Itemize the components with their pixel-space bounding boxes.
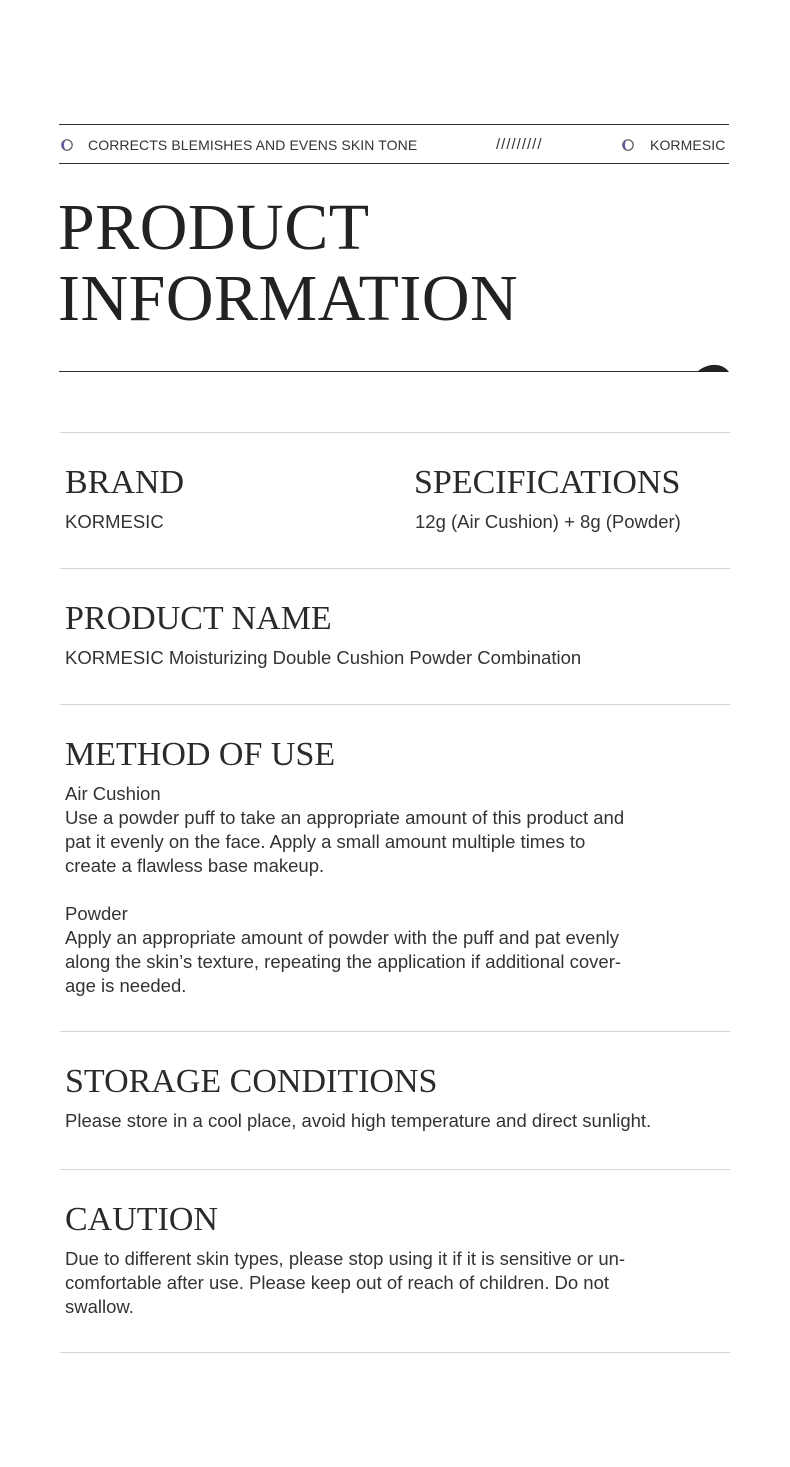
tagline: CORRECTS BLEMISHES AND EVENS SKIN TONE [88, 137, 418, 153]
specifications-heading: SPECIFICATIONS [414, 464, 681, 501]
product-name-heading: PRODUCT NAME [65, 600, 332, 637]
caution-line: comfortable after use. Please keep out of reach of children. Do not [65, 1272, 610, 1293]
method-of-use-heading: METHOD OF USE [65, 736, 336, 773]
divider [60, 1169, 730, 1170]
powder-line: along the skin’s texture, repeating the application if additional cover- [65, 951, 622, 972]
air-cushion-line: create a flawless base makeup. [65, 855, 325, 876]
divider [60, 704, 730, 705]
air-cushion-line: Use a powder puff to take an appropriate amount of this product and [65, 807, 625, 828]
top-brand: KORMESIC [650, 137, 726, 153]
brand-value: KORMESIC [65, 511, 164, 532]
specifications-value: 12g (Air Cushion) + 8g (Powder) [415, 511, 681, 532]
half-moon-dot-icon [622, 139, 634, 151]
title-line-1: PRODUCT [58, 191, 370, 264]
caution-heading: CAUTION [65, 1201, 218, 1238]
top-banner [59, 124, 729, 164]
powder-line: Apply an appropriate amount of powder with the puff and pat evenly [65, 927, 619, 948]
title-line-2: INFORMATION [58, 262, 519, 335]
air-cushion-line: pat it evenly on the face. Apply a small amount multiple times to [65, 831, 586, 852]
storage-heading: STORAGE CONDITIONS [65, 1063, 438, 1100]
decorative-slashes: ///////// [496, 136, 543, 153]
page-title [58, 192, 518, 334]
title-underline [59, 362, 729, 376]
divider [60, 432, 730, 433]
divider [60, 1031, 730, 1032]
caution-line: Due to different skin types, please stop using it if it is sensitive or un- [65, 1248, 626, 1269]
caution-body [65, 1247, 745, 1319]
method-of-use-body [65, 782, 725, 998]
brand-heading: BRAND [65, 464, 185, 501]
air-cushion-label: Air Cushion [65, 783, 161, 804]
divider [60, 568, 730, 569]
divider [60, 1352, 730, 1353]
powder-line: age is needed. [65, 975, 187, 996]
half-moon-dot-icon [61, 139, 73, 151]
product-name-value: KORMESIC Moisturizing Double Cushion Powder Combination [65, 647, 582, 668]
storage-value: Please store in a cool place, avoid high temperature and direct sunlight. [65, 1110, 652, 1131]
powder-label: Powder [65, 903, 128, 924]
caution-line: swallow. [65, 1296, 134, 1317]
